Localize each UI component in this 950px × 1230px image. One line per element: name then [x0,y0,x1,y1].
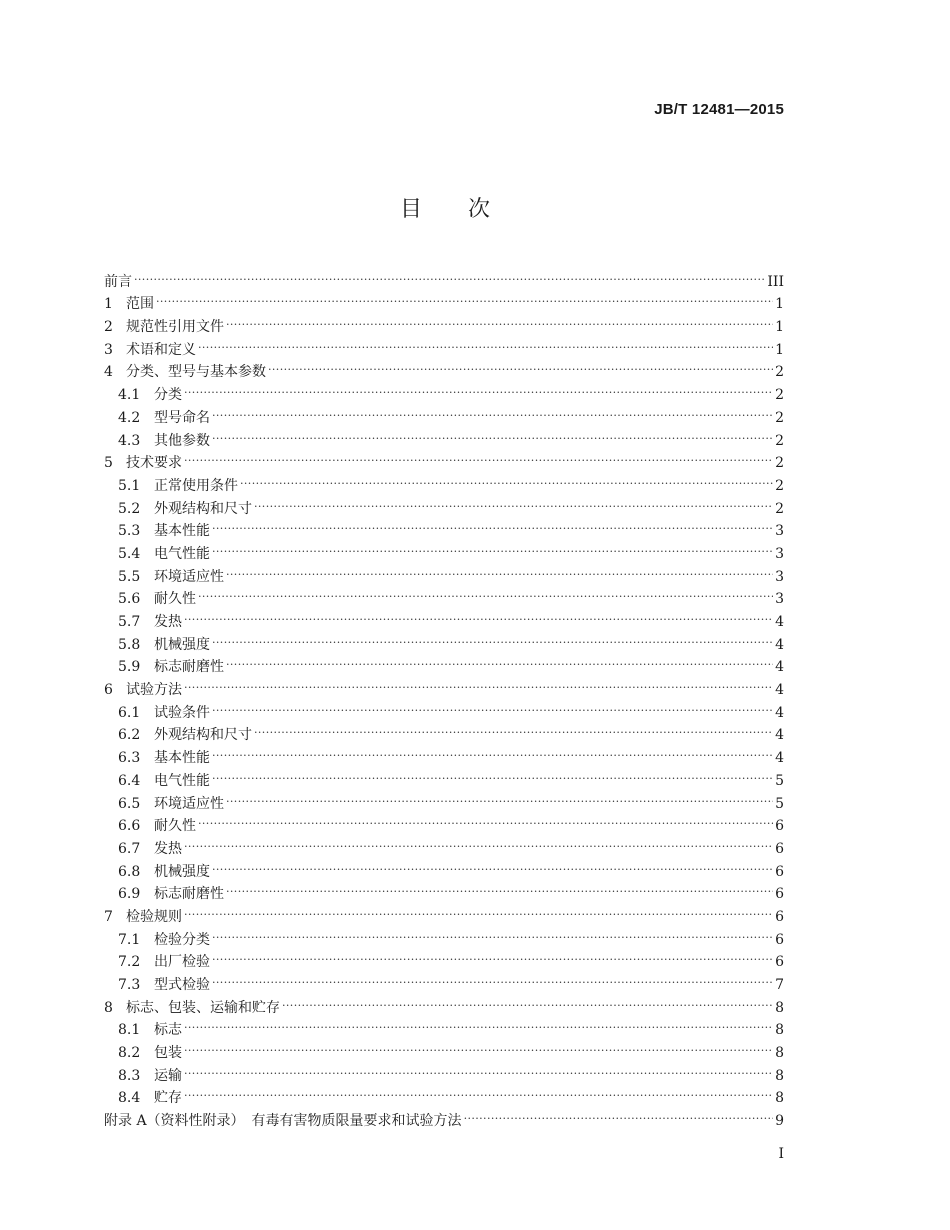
toc-entry-number: 6.3 [118,750,141,767]
toc-entry-label: 耐久性 [154,818,196,835]
toc-entry-page: 4 [775,682,784,699]
toc-entry-label: 型号命名 [154,409,210,426]
toc-entry[interactable] [104,445,784,472]
toc-entry-number: 4.1 [118,387,141,404]
toc-entry-number: 7.3 [118,977,141,993]
toc-entry-label: 试验条件 [154,704,210,721]
toc-entry-page: 2 [775,387,784,404]
toc-entry[interactable] [104,921,784,948]
toc-entry-page: 2 [775,432,784,449]
toc-entry-label: 运输 [154,1067,182,1084]
toc-entry-label: 规范性引用文件 [126,319,224,336]
dot-leader [212,762,773,785]
dot-leader [212,513,773,536]
toc-entry-page: 4 [775,727,784,744]
toc-entry-number: 5.2 [118,500,141,517]
toc-entry-label: 前言 [104,273,132,290]
toc-entry-number: 6.6 [118,818,141,835]
dot-leader [212,626,773,649]
dot-leader [184,1057,773,1080]
dot-leader [212,399,773,422]
toc-entry-label: 耐久性 [154,591,196,608]
toc-entry-label: 标志耐磨性 [154,886,224,903]
dot-leader [464,1102,774,1125]
dot-leader [184,1012,773,1035]
toc-entry[interactable] [104,399,784,426]
toc-entry-number: 6.1 [118,704,141,721]
toc-entry-number: 6.9 [118,886,141,903]
toc-title [0,192,890,223]
dot-leader [184,603,773,626]
toc-entry[interactable] [104,603,784,630]
toc-entry-page: 2 [775,477,784,494]
toc-entry[interactable] [104,308,784,336]
toc-entry-page: 3 [775,568,784,585]
toc-entry-label: 标志、包装、运输和贮存 [126,999,280,1016]
toc-entry-page: 9 [775,1113,784,1130]
toc-entry-number: 8.4 [118,1090,141,1107]
toc-entry[interactable] [104,671,784,699]
toc-entry[interactable] [104,830,784,857]
toc-entry-page: 6 [775,818,784,835]
toc-entry[interactable] [104,263,784,290]
toc-entry-page: 4 [775,659,784,676]
toc-entry-label: 电气性能 [154,545,210,562]
toc-entry-label: 试验方法 [126,682,182,699]
toc-entry-label: 正常使用条件 [154,477,238,494]
toc-entry-label: 发热 [154,840,182,857]
toc-entry-label: 附录 A（资料性附录） 有毒有害物质限量要求和试验方法 [104,1113,462,1130]
toc-entry[interactable] [104,1012,784,1039]
dot-leader [226,558,773,581]
toc-title-char-2: 次 [468,197,491,222]
dot-leader [198,331,773,354]
dot-leader [268,354,773,377]
toc-entry-page: 6 [775,908,784,925]
toc-entry-label: 电气性能 [154,772,210,789]
toc-entry-page: 2 [775,500,784,517]
toc-entry-page: 3 [775,545,784,562]
dot-leader [198,808,773,831]
toc-entry[interactable] [104,694,784,721]
toc-entry-number: 6 [104,682,113,699]
toc-entry-label: 发热 [154,614,182,630]
toc-entry-page: 1 [775,319,784,336]
toc-entry[interactable] [104,376,784,404]
dot-leader [212,694,773,717]
dot-leader [212,853,773,876]
toc-entry[interactable] [104,581,784,608]
toc-entry-page: 6 [775,840,784,857]
toc-entry-page: 5 [775,772,784,789]
toc-entry-page: 6 [775,886,784,903]
toc-entry-label: 术语和定义 [126,341,196,358]
toc-entry-number: 6.2 [118,727,141,744]
toc-entry-label: 范围 [126,296,154,313]
page-folio: I [778,1146,784,1162]
toc-entry-number: 7.2 [118,954,141,971]
dot-leader [184,445,773,468]
toc-entry-number: 8.3 [118,1067,141,1084]
toc-entry-page: 6 [775,863,784,880]
toc-entry-page: 8 [775,1090,784,1107]
dot-leader [254,717,773,740]
toc-entry-page: 4 [775,750,784,767]
toc-entry-number: 7.1 [118,931,141,948]
dot-leader [282,989,773,1012]
dot-leader [184,376,773,399]
toc-entry-number: 3 [104,341,113,358]
dot-leader [184,830,773,853]
toc-entry-number: 1 [104,296,113,313]
toc-entry-number: 6.5 [118,795,141,812]
toc-entry-number: 7 [104,908,113,925]
dot-leader [212,944,773,967]
toc-entry-number: 5.9 [118,659,141,676]
toc-entry-page: 2 [775,455,784,472]
toc-entry-label: 检验规则 [126,908,182,925]
dot-leader [212,535,773,558]
toc-entry-page: 8 [775,999,784,1016]
toc-entry-label: 分类 [154,387,182,404]
dot-leader [184,1080,773,1103]
dot-leader [226,308,773,331]
toc-entry-page: 3 [775,523,784,540]
toc-entry-label: 型式检验 [154,977,210,993]
toc-entry-label: 基本性能 [154,750,210,767]
dot-leader [184,1034,773,1057]
toc-entry[interactable] [104,1080,784,1107]
dot-leader [212,739,773,762]
toc-entry[interactable] [104,853,784,880]
table-of-contents [104,263,784,1130]
dot-leader [156,286,773,309]
toc-entry-page: 1 [775,341,784,358]
dot-leader [212,921,773,944]
toc-entry-number: 2 [104,319,113,336]
toc-entry-number: 6.4 [118,772,141,789]
toc-entry-number: 6.7 [118,840,141,857]
toc-entry-page: 6 [775,931,784,948]
toc-entry-label: 分类、型号与基本参数 [126,364,266,381]
toc-entry[interactable] [104,467,784,494]
toc-entry-page: 2 [775,364,784,381]
toc-entry-label: 基本性能 [154,523,210,540]
toc-entry-page: 4 [775,636,784,653]
toc-entry-number: 5.8 [118,636,141,653]
toc-entry-label: 机械强度 [154,636,210,653]
toc-entry-number: 8.2 [118,1045,141,1062]
dot-leader [254,490,773,513]
toc-entry-label: 标志 [154,1022,182,1039]
toc-entry-page: 4 [775,614,784,630]
toc-entry[interactable] [104,898,784,925]
toc-entry-number: 4 [104,364,113,381]
toc-entry[interactable] [104,286,784,313]
toc-entry-label: 环境适应性 [154,568,224,585]
toc-entry-label: 标志耐磨性 [154,659,224,676]
toc-entry-label: 机械强度 [154,863,210,880]
toc-entry-label: 环境适应性 [154,795,224,812]
toc-entry-number: 8.1 [118,1022,141,1039]
toc-entry[interactable] [104,808,784,835]
dot-leader [184,671,773,694]
dot-leader [198,581,773,604]
toc-entry-number: 8 [104,999,113,1016]
dot-leader [212,966,773,989]
toc-entry-label: 技术要求 [126,455,182,472]
toc-entry-number: 5.5 [118,568,141,585]
toc-entry-number: 5.6 [118,591,141,608]
dot-leader [240,467,773,490]
toc-entry-page: 7 [775,977,784,993]
toc-entry[interactable] [104,331,784,358]
toc-entry-page: 8 [775,1045,784,1062]
toc-entry-number: 5.7 [118,614,141,630]
dot-leader [226,649,773,672]
dot-leader [184,898,773,921]
dot-leader [134,263,765,286]
toc-entry-label: 外观结构和尺寸 [154,500,252,517]
dot-leader [226,785,773,808]
toc-entry[interactable] [104,626,784,653]
toc-entry[interactable] [104,354,784,381]
toc-entry-label: 外观结构和尺寸 [154,727,252,744]
toc-entry-label: 其他参数 [154,432,210,449]
toc-entry-number: 5.3 [118,523,141,540]
toc-entry-page: 5 [775,795,784,812]
toc-entry[interactable] [104,1034,784,1062]
toc-entry-page: 6 [775,954,784,971]
dot-leader [212,422,773,445]
toc-title-char-1: 目 [399,197,422,222]
toc-entry-page: 3 [775,591,784,608]
toc-entry-number: 5.4 [118,545,141,562]
toc-entry-page: 2 [775,409,784,426]
toc-entry[interactable] [104,1057,784,1084]
toc-entry-label: 出厂检验 [154,954,210,971]
toc-entry-page: 8 [775,1067,784,1084]
toc-entry-number: 5 [104,455,113,472]
toc-entry-number: 4.3 [118,432,141,449]
toc-entry-label: 包装 [154,1045,182,1062]
toc-entry-page: 8 [775,1022,784,1039]
toc-entry-label: 检验分类 [154,931,210,948]
toc-entry-number: 4.2 [118,409,141,426]
standard-code: JB/T 12481—2015 [654,101,784,118]
toc-entry-label: 贮存 [154,1090,182,1107]
toc-entry-page: 4 [775,704,784,721]
toc-entry-number: 5.1 [118,477,141,494]
toc-entry-number: 6.8 [118,863,141,880]
toc-entry-page: III [767,273,784,290]
dot-leader [226,876,773,899]
toc-entry[interactable] [104,1102,784,1130]
toc-entry-page: 1 [775,296,784,313]
